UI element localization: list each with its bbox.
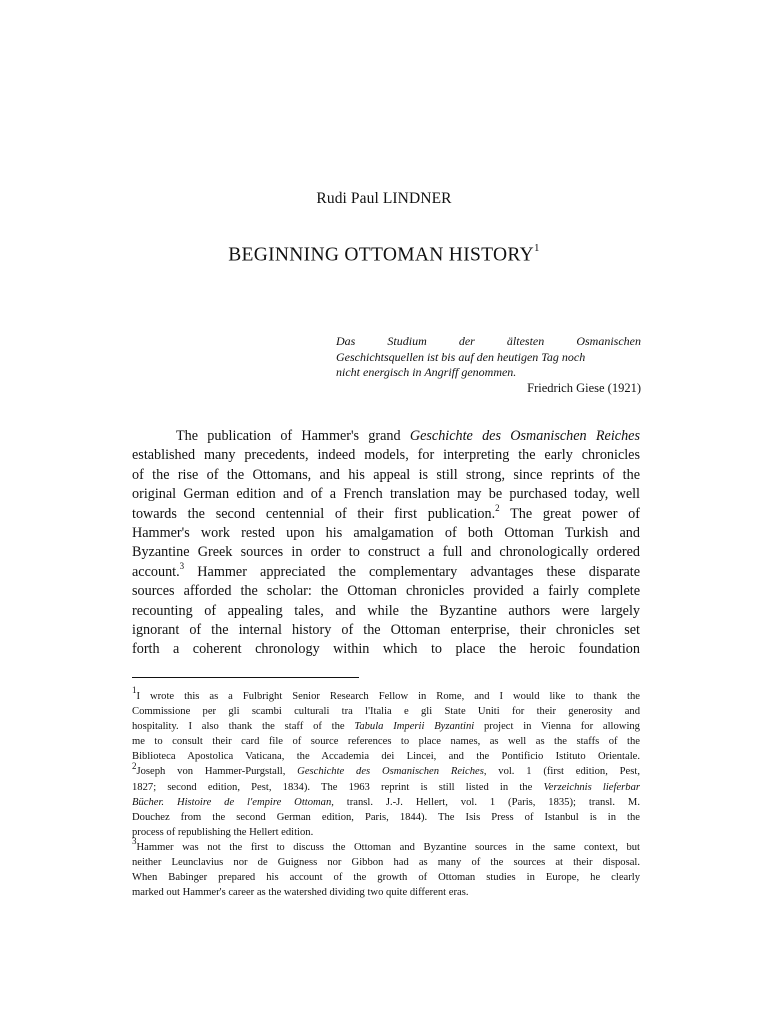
footnote-marker: 2: [132, 760, 137, 771]
body-text-span: towards the second centennial of their first publication.: [132, 505, 496, 522]
article-title-text: BEGINNING OTTOMAN HISTORY: [228, 244, 534, 266]
footnotes: [132, 685, 640, 900]
footnote-line: [132, 760, 640, 779]
footnote-separator: [132, 677, 359, 678]
footnote-marker: 3: [132, 836, 137, 847]
epigraph: [336, 334, 641, 396]
footnote-line: Douchez from the second German edition, Paris, 1844). The Isis Press of Istanbul is in the: [132, 811, 640, 823]
epigraph-line: Das Studium der ältesten Osmanischen: [336, 334, 641, 348]
footnote-line: [132, 836, 640, 855]
body-line: of the rise of the Ottomans, and his appeal is still strong, since reprints of the: [132, 466, 640, 483]
footnote-line: [132, 780, 640, 795]
footnote-line: Biblioteca Apostolica Vaticana, the Accademia dei Lincei, and the Pontificio Istituto Orientale.: [132, 751, 640, 763]
body-line: [132, 427, 640, 446]
footnote-text: Hammer was not the first to discuss the Ottoman and Byzantine sources in the same context, but: [136, 841, 640, 853]
article-title: [0, 244, 768, 267]
footnote-text: , vol. 1 (first edition, Pest,: [483, 766, 640, 778]
footnote-text: Joseph von Hammer-Purgstall,: [136, 766, 298, 778]
footnote-text: , transl. J.-J. Hellert, vol. 1 (Paris, 1835); transl. M.: [331, 796, 640, 808]
body-text-span: account.: [132, 563, 180, 580]
title-footnote-marker[interactable]: 1: [533, 242, 540, 254]
body-line: recounting of appealing tales, and while the Byzantine authors were largely: [132, 602, 640, 619]
body-line: Hammer's work rested upon his amalgamation of both Ottoman Turkish and: [132, 525, 640, 542]
body-text-span: The publication of Hammer's grand: [176, 428, 410, 444]
footnote-2: [132, 760, 640, 839]
body-line: forth a coherent chronology within which to place the heroic foundation: [132, 641, 640, 658]
epigraph-line: Geschichtsquellen ist bis auf den heutigen Tag noch: [336, 349, 586, 364]
body-line: Byzantine Greek sources in order to construct a full and chronologically ordered: [132, 544, 640, 561]
footnote-marker: 1: [132, 685, 137, 696]
body-paragraph: [132, 427, 640, 660]
footnote-line: marked out Hammer's career as the watershed dividing two quite different eras.: [132, 887, 469, 899]
author-name: Rudi Paul LINDNER: [316, 190, 452, 207]
epigraph-line: nicht energisch in Angriff genommen.: [336, 365, 517, 379]
footnote-text: hospitality. I also thank the staff of the: [132, 721, 355, 733]
footnote-3: [132, 836, 640, 900]
body-line: ignorant of the internal history of the Ottoman enterprise, their chronicles set: [132, 622, 640, 639]
footnote-1: [132, 685, 640, 764]
body-text-span: Hammer appreciated the complementary advantages these disparate: [184, 563, 640, 580]
body-line: established many precedents, indeed models, for interpreting the early chronicles: [132, 447, 640, 464]
footnote-text: project in Vienna for allowing: [474, 721, 640, 733]
footnote-ref-3[interactable]: 3: [179, 561, 185, 572]
footnote-line: [132, 795, 640, 810]
book-title: Geschichte des Osmanischen Reiches: [297, 766, 484, 778]
body-line: [132, 502, 640, 524]
book-title: Bücher. Histoire de l'empire Ottoman: [132, 796, 332, 808]
footnote-line: neither Leunclavius nor de Guigness nor Gibbon had as many of the sources at their disposal.: [132, 857, 640, 869]
footnote-text: 1827; second edition, Pest, 1834). The 1963 reprint is still listed in the: [132, 781, 544, 793]
footnote-text: I wrote this as a Fulbright Senior Research Fellow in Rome, and I would like to thank the: [136, 691, 640, 702]
body-line: [132, 563, 640, 582]
footnote-line: me to consult their card file of source references to place names, as well as the staffs of the: [132, 736, 640, 748]
footnote-line: process of republishing the Hellert edition.: [132, 826, 314, 838]
footnote-line: [132, 719, 640, 734]
book-title: Geschichte des Osmanischen Reiches: [409, 428, 640, 444]
book-title: Verzeichnis lieferbar: [543, 781, 640, 793]
footnote-ref-2[interactable]: 2: [495, 502, 500, 513]
footnote-line: [132, 685, 640, 704]
body-line: sources afforded the scholar: the Ottoman chronicles provided a fairly complete: [132, 583, 640, 600]
epigraph-attribution: Friedrich Giese (1921): [527, 380, 641, 395]
body-text-span: The great power of: [499, 505, 640, 522]
footnote-line: When Babinger prepared his account of the growth of Ottoman studies in Europe, he clearly: [132, 872, 640, 884]
project-title: Tabula Imperii Byzantini: [354, 721, 475, 733]
body-line: original German edition and of a French translation may be purchased today, well: [132, 486, 640, 503]
footnote-line: Commissione per gli scambi culturali tra l'Italia e gli State Uniti for their generosity and: [132, 706, 640, 718]
